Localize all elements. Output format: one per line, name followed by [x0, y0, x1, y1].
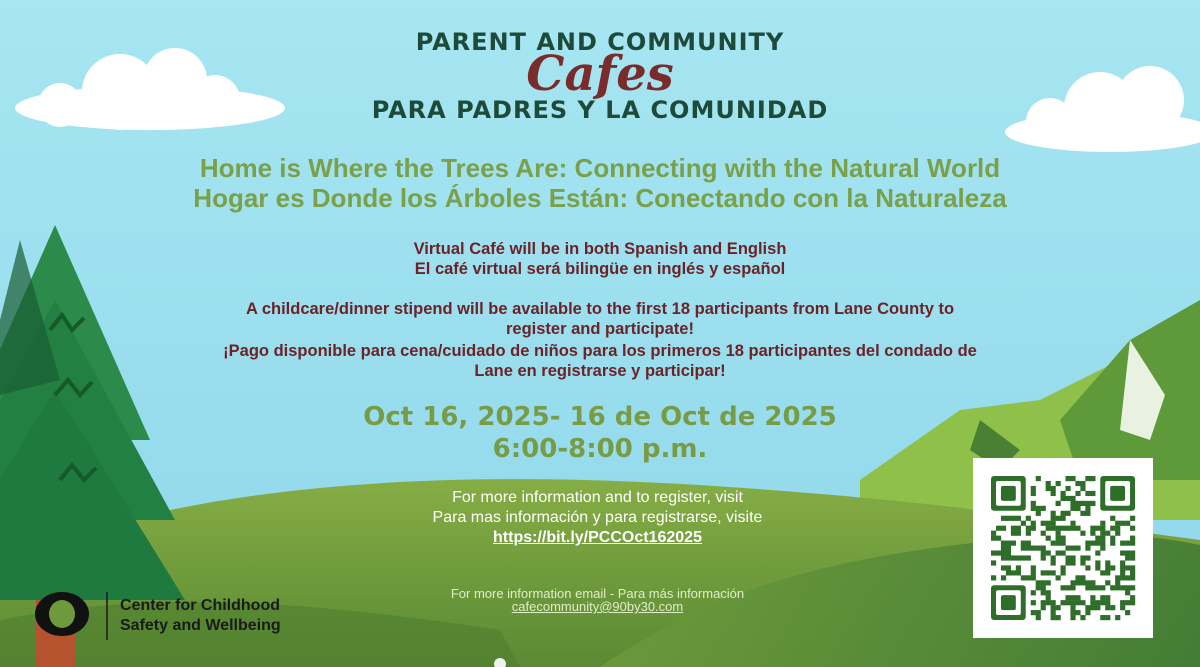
language-note-english: Virtual Café will be in both Spanish and English [413, 240, 787, 258]
contact-email-link[interactable]: cafecommunity@90by30.com [511, 599, 684, 614]
header-line-2: PARA PADRES Y LA COMUNIDAD [371, 96, 829, 124]
register-link[interactable]: https://bit.ly/PCCOct162025 [493, 529, 702, 546]
register-spanish: Para mas información y para registrarse, visite [432, 509, 763, 526]
cafes-title: Cafes [526, 46, 674, 102]
stipend-spanish-2: Lane en registrarse y participar! [474, 362, 726, 380]
header-line-1: PARENT AND COMMUNITY [415, 28, 785, 56]
qr-code-icon [973, 458, 1153, 638]
stipend-spanish-1: ¡Pago disponible para cena/cuidado de niños para los primeros 18 participantes del condado de [223, 342, 977, 360]
topic-english: Home is Where the Trees Are: Connecting with the Natural World [199, 153, 1001, 183]
language-note-spanish: El café virtual será bilingüe en inglés y español [414, 260, 786, 278]
university-o-logo-icon [35, 592, 89, 636]
org-name-line-1: Center for Childhood [120, 597, 280, 614]
event-time: 6:00-8:00 p.m. [492, 434, 708, 464]
contact-label: For more information email - Para más información [450, 586, 745, 601]
qr-code[interactable] [973, 458, 1153, 638]
topic-spanish: Hogar es Donde los Árboles Están: Conectando con la Naturaleza [193, 183, 1007, 213]
stipend-english-2: register and participate! [506, 320, 694, 338]
stipend-english-1: A childcare/dinner stipend will be available to the first 18 participants from Lane County to [245, 300, 955, 318]
register-english: For more information and to register, visit [452, 489, 743, 506]
org-name-line-2: Safety and Wellbeing [120, 617, 281, 634]
event-date: Oct 16, 2025- 16 de Oct de 2025 [363, 402, 837, 432]
